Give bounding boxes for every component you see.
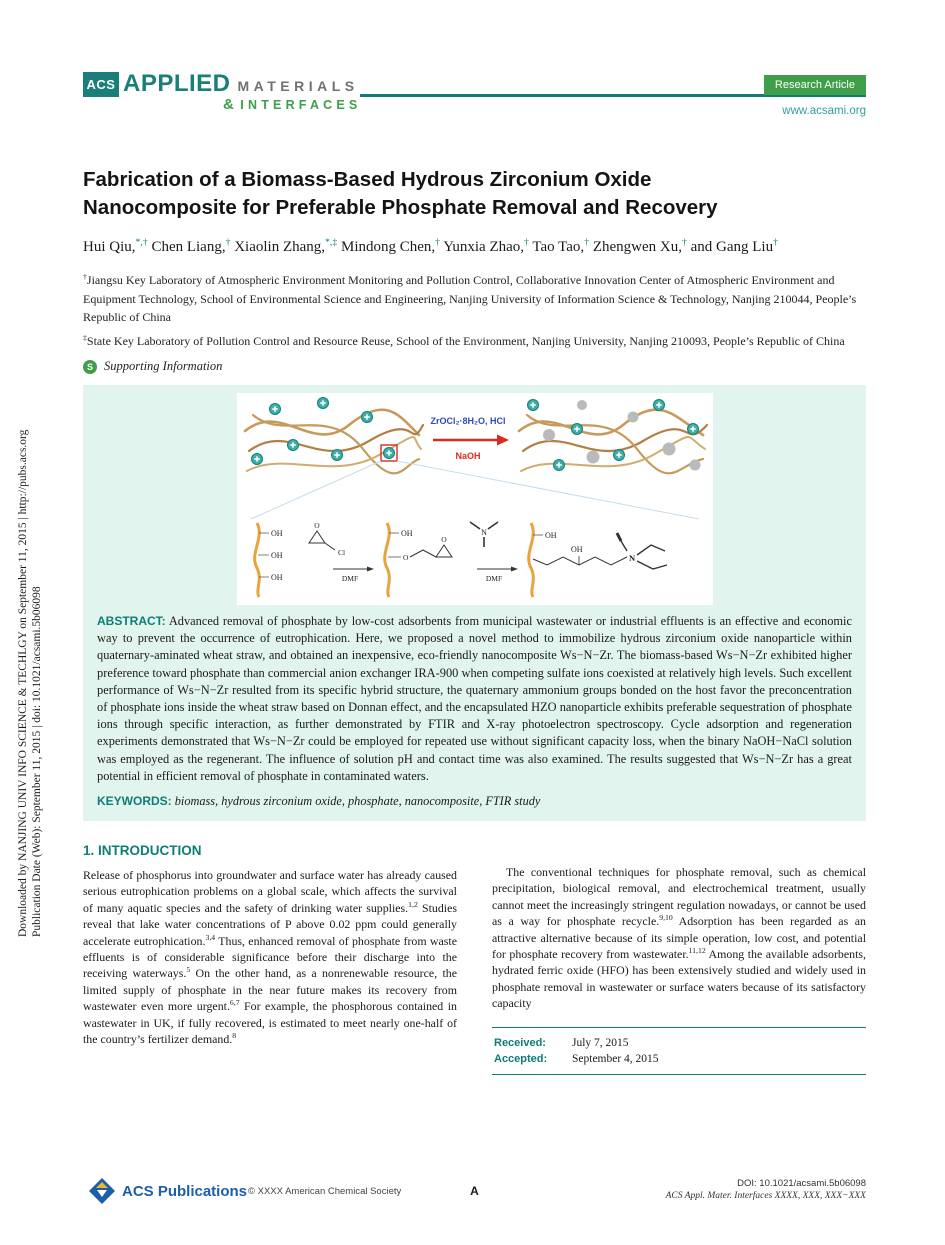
intro-paragraph-left: Release of phosphorus into groundwater and surface water has already caused serious eutrophication problems on a global scale, which affects the survival of many aquatic species and the safety of drinking water supplies.$^{1,2}$ Studies reveal that lake water concentrations of P above 0.02 ppm could generally accelerate eutrophication.$^{3,4}$ Thus, enhanced removal of phosphate from waste effluents is of considerable significance before their discharge into the receiving waterways.$^5$ On the other hand, as a nonrenewable resource, the limited supply of phosphate in the near future makes its recovery from wastewater even more urgent.$^{6,7}$ For example, the phosphorous contained in wastewater in UK, if fully recovered, is estimated to meet nearly one-half of the country’s fertilizer demand.$^8$: [83, 868, 457, 1047]
abstract-body: Advanced removal of phosphate by low-cost adsorbents from municipal wastewater or industrial effluents is an effective and economic way to prevent the occurrence of eutrophication. Here, we proposed a novel method to immobilize hydrous zirconium oxide nanoparticle within quaternary-aminated wheat straw, and obtained an inexpensive, eco-friendly nanocomposite Ws−N−Zr. The biomass-based Ws−N−Zr exhibited higher preference toward phosphate than commercial anion exchanger IRA-900 when competing sulfate ions coexisted at relatively high levels. Such excellent performance of Ws−N−Zr resulted from its specific hybrid structure, the quaternary ammonium groups bonded on the host favor the preconcentration of phosphate ions inside the wheat straw based on Donnan effect, and the encapsulated HZO nanoparticle exhibits preferable sequestration of phosphate ions through specific interaction, as further demonstrated by FTIR and X-ray photoelectron spectroscopy. Cycle adsorption and regeneration experiments demonstrated that Ws−N−Zr could be employed for repeated use without significant capacity loss, when the binary NaOH−NaCl solution was employed as the regenerant. The influence of solution pH and contact time was also examined. The results suggested that Ws−N−Zr has a great potential in efficient removal of phosphate in contaminated waters.: [97, 614, 852, 783]
oh-label: OH: [400, 529, 413, 538]
journal-url-link[interactable]: www.acsami.org: [782, 105, 866, 117]
abstract-panel: [83, 385, 866, 821]
two-column-text: [83, 843, 866, 1075]
o-label: O: [440, 535, 447, 544]
article-dates-box: [492, 1027, 866, 1075]
intro-paragraph-right: The conventional techniques for phosphate removal, such as chemical precipitation, biological removal, and electrochemical treatment, usually cannot meet the increasingly stringent regulation nowadays, or cannot be used as a way for phosphate recycle.$^{9,10}$ Adsorption has been regarded as an attractive alternative because of its simple operation, low cost, and potential for phosphate recovery from wastewater.$^{11,12}$ Among the available adsorbents, hydrated ferric oxide (HFO) has been extensively studied and widely used in phosphate removal in wastewater or surface waters because of its satisfactory capacity: [492, 865, 867, 1011]
abstract-label: ABSTRACT:: [97, 614, 166, 628]
journal-logo-row1: [83, 70, 361, 98]
bold-wedge: [617, 533, 621, 541]
journal-citation: ACS Appl. Mater. Interfaces XXXX, XXX, XXX−XXX: [665, 1191, 866, 1201]
grafted-chain: [533, 557, 627, 565]
fiber-backbone-2: [384, 523, 389, 597]
wheat-straw-fibers-right: [519, 410, 707, 474]
cl-label: Cl: [337, 548, 345, 557]
article-type-badge: Research Article: [764, 75, 866, 95]
doi-link[interactable]: DOI: 10.1021/acsami.5b06098: [737, 1178, 866, 1189]
epoxide-ring: [436, 545, 452, 557]
section-heading-introduction: 1. INTRODUCTION: [83, 843, 202, 859]
oh-label: OH: [544, 531, 557, 540]
fiber-backbone-3: [528, 523, 533, 597]
supporting-info-label: Supporting Information: [104, 359, 223, 373]
reagent-label: ZrOCl₂·8H₂O, HCl: [429, 416, 506, 426]
keywords-line: [97, 794, 852, 809]
author-list: Hui Qiu,*,† Chen Liang,† Xiaolin Zhang,*,‡ Mindong Chen,† Yunxia Zhao,† Tao Tao,† Zhengwen Xu,† and Gang Liu†: [83, 237, 778, 255]
article-body: [83, 166, 866, 1075]
supporting-info-icon: S: [83, 360, 97, 374]
wheat-straw-fibers-left: [245, 410, 423, 474]
affiliation-2: ‡State Key Laboratory of Pollution Control and Resource Reuse, School of the Environment, Nanjing University, Nanjing 210093, People’s Republic of China: [83, 332, 845, 348]
keywords-text: biomass, hydrous zirconium oxide, phosphate, nanocomposite, FTIR study: [174, 794, 541, 809]
base-label: NaOH: [454, 451, 481, 461]
accepted-label: Accepted:: [494, 1052, 548, 1065]
accepted-date-row: [494, 1051, 866, 1067]
accepted-value: September 4, 2015: [572, 1052, 659, 1065]
watermark-line2: Publication Date (Web): September 11, 2015 | doi: 10.1021/acsami.5b06098: [31, 586, 43, 937]
zoom-fan-lines: [251, 461, 699, 519]
graphical-abstract-figure: [237, 393, 713, 605]
quaternary-ammonium-icons-left: [251, 398, 394, 465]
graphical-abstract: [237, 393, 713, 605]
watermark-line1: Downloaded by NANJING UNIV INFO SCIENCE & TECHLGY on September 11, 2015 | http://pubs.acs.org: [17, 429, 29, 937]
o-label: O: [313, 521, 320, 530]
n-label: N: [628, 553, 635, 563]
journal-logo-row2: [223, 96, 361, 114]
page-footer: [83, 1176, 866, 1220]
scheme-arrowhead-1: [367, 567, 374, 572]
abstract-paragraph: [97, 613, 852, 785]
dmf-label: DMF: [341, 574, 358, 583]
intro-column-right: [492, 843, 866, 1075]
intro-column-left: [83, 843, 457, 1075]
o-label: O: [402, 553, 408, 562]
affiliation-1: †Jiangsu Key Laboratory of Atmospheric Environment Monitoring and Pollution Control, Collaborative Innovation Center of Atmospheric Environment and Equipment Technology, School of Environmental Science and Engineering, Nanjing University of Information Science & Technology, Nanjing 210044, People’s Republic of China: [83, 272, 857, 324]
ethyl-groups: [621, 541, 667, 569]
copyright-notice: © XXXX American Chemical Society: [248, 1186, 402, 1197]
logo-materials-text: MATERIALS: [237, 78, 359, 94]
article-title: Fabrication of a Biomass-Based Hydrous Zirconium Oxide Nanocomposite for Preferable Phosphate Removal and Recovery: [83, 168, 718, 219]
oh-label: OH: [270, 529, 283, 538]
logo-ampersand: &: [223, 96, 234, 113]
oh-label: OH: [270, 551, 283, 560]
dmf-label: DMF: [485, 574, 502, 583]
oh-label: OH: [570, 545, 583, 554]
reaction-arrow: [433, 435, 509, 446]
epichlorohydrin-structure: [309, 521, 345, 557]
page-number: A: [470, 1184, 479, 1198]
scheme-arrowhead-2: [511, 567, 518, 572]
logo-interfaces-text: INTERFACES: [240, 98, 362, 112]
publisher-name: ACS Publications: [122, 1182, 248, 1200]
functionalization-scheme: [254, 521, 666, 597]
n-label: N: [480, 528, 487, 537]
keywords-label: KEYWORDS:: [97, 794, 172, 809]
journal-logo: [83, 70, 361, 114]
citation-block: [666, 1178, 866, 1201]
ether-chain: [410, 550, 436, 557]
fiber-backbone-1: [254, 523, 259, 597]
logo-applied-text: APPLIED: [123, 70, 231, 97]
triethylamine-structure: [470, 522, 498, 547]
download-watermark: [16, 337, 44, 937]
oh-label: OH: [270, 573, 283, 582]
received-label: Received:: [494, 1036, 546, 1049]
supporting-information-link[interactable]: [83, 359, 866, 374]
received-value: July 7, 2015: [572, 1036, 629, 1049]
acs-logo-mark: ACS: [83, 72, 119, 97]
received-date-row: [494, 1035, 866, 1051]
